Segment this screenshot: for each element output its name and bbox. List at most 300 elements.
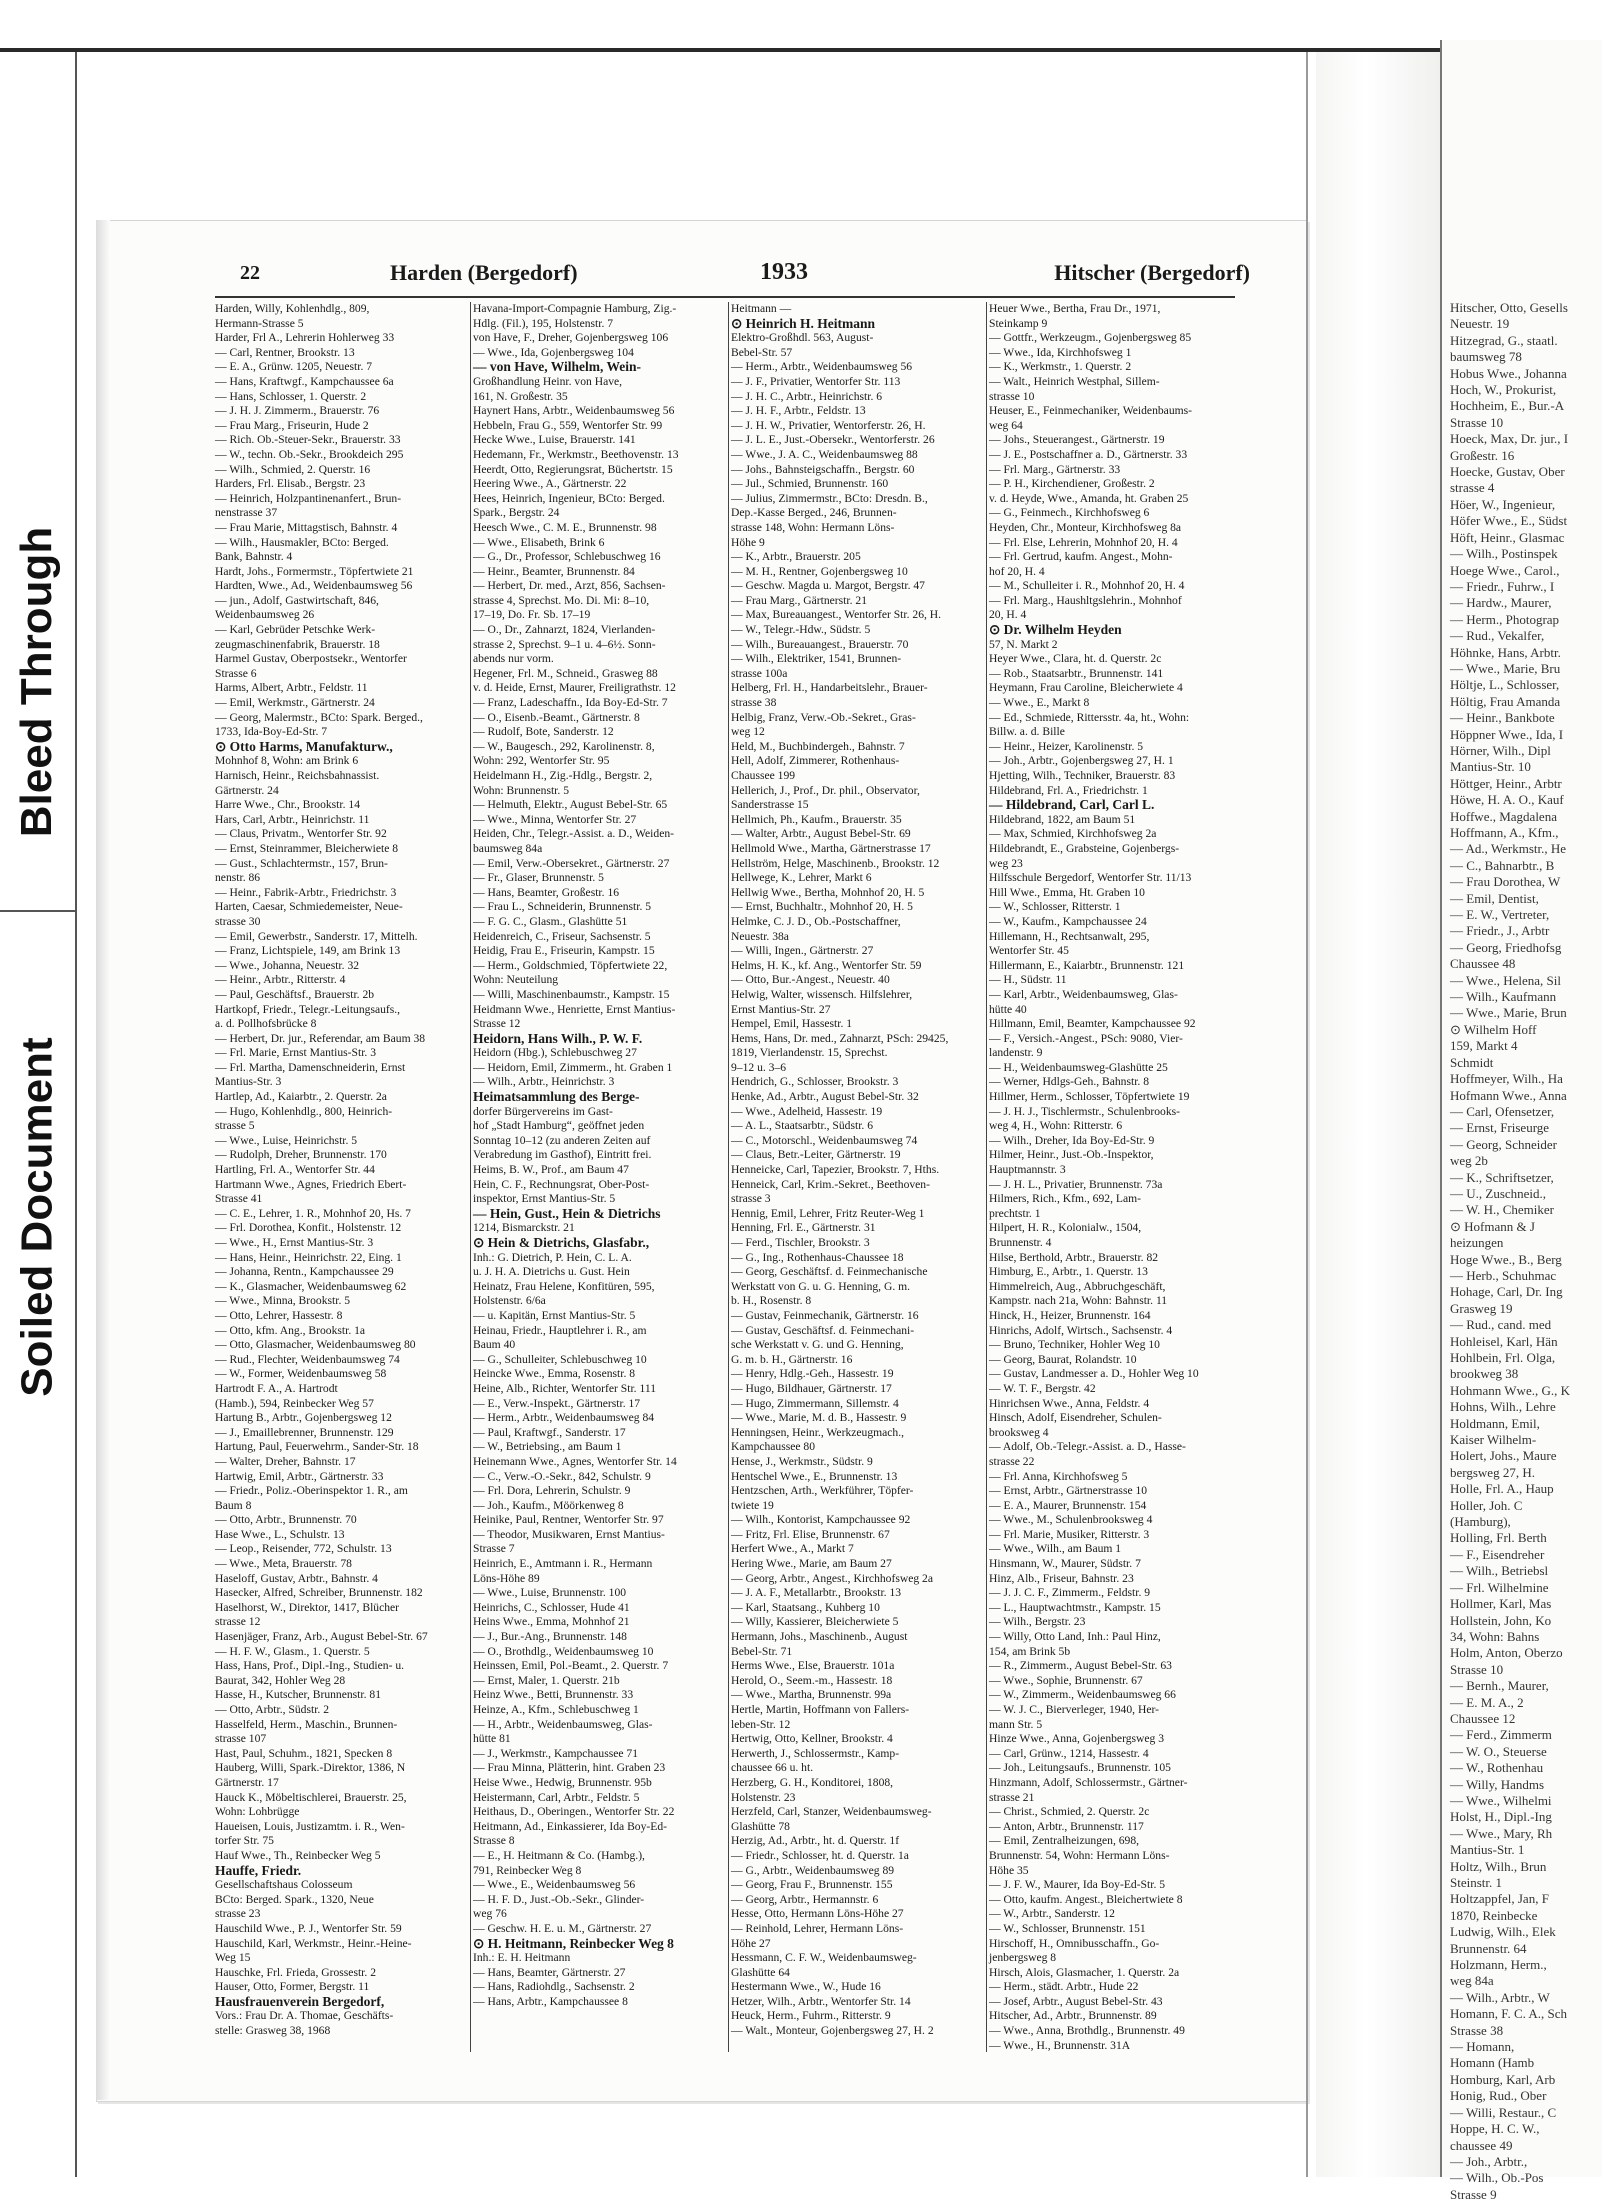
directory-entry: Chaussee 199 (731, 769, 796, 782)
directory-entry: strasse 3 (731, 1192, 771, 1206)
directory-entry: Hilfsschule Bergedorf, Wentorfer Str. 11/13 (989, 871, 1192, 885)
directory-entry: — Emil, Verw.-Obersekret., Gärtnerstr. 27 (473, 856, 670, 870)
directory-entry: Heidig, Frau E., Friseurin, Kampstr. 15 (473, 944, 655, 958)
directory-entry: — J., Emaillebrenner, Brunnenstr. 129 (215, 1425, 394, 1439)
directory-entry: Helberg, Frl. H., Handarbeitslehr., Brauer- (731, 681, 928, 695)
directory-entry: Hein, C. F., Rechnungsrat, Ober-Post- (473, 1177, 650, 1191)
directory-entry: Himmelreich, Aug., Abbruchgeschäft, (989, 1279, 1166, 1293)
directory-entry: Gärtnerstr. 24 (215, 783, 279, 797)
directory-entry: Harms, Albert, Arbtr., Feldstr. 11 (215, 681, 368, 695)
facing-page-entry: Hitzegrad, G., staatl. (1450, 332, 1558, 348)
directory-entry: Hinz, Alb., Friseur, Bahnstr. 23 (989, 1571, 1134, 1585)
directory-entry: — Ernst, Arbtr., Gärtnerstrasse 10 (989, 1484, 1148, 1498)
directory-entry: — Walter, Arbtr., August Bebel-Str. 69 (731, 827, 911, 841)
directory-entry: — Karl, Staatsang., Kuhberg 10 (731, 1600, 880, 1614)
directory-entry: — Otto, Glasmacher, Weidenbaumsweg 80 (215, 1338, 416, 1352)
directory-entry: — Frl. Marie, Ernst Mantius-Str. 3 (215, 1046, 377, 1060)
directory-entry: 161, N. Großestr. 35 (473, 389, 568, 403)
directory-entry: Harre Wwe., Chr., Brookstr. 14 (215, 798, 361, 812)
directory-entry: — W., Betriebsing., am Baum 1 (473, 1440, 622, 1454)
directory-entry: — Georg, Frau F., Brunnenstr. 155 (731, 1878, 893, 1892)
directory-entry: — Gust., Schlachtermstr., 157, Brun- (215, 856, 388, 870)
directory-entry: — E. A., Maurer, Brunnenstr. 154 (989, 1498, 1147, 1512)
directory-entry: — Frl. Marie, Musiker, Ritterstr. 3 (989, 1527, 1150, 1541)
directory-entry: — Johanna, Rentn., Kampchaussee 29 (215, 1265, 394, 1279)
directory-entry: Wohn: Brunnenstr. 5 (473, 783, 569, 797)
directory-entry: Hilse, Berthold, Arbtr., Brauerstr. 82 (989, 1250, 1159, 1264)
directory-entry: Heesch Wwe., C. M. E., Brunnenstr. 98 (473, 520, 657, 534)
directory-entry: — O., Dr., Zahnarzt, 1824, Vierlanden- (473, 623, 656, 637)
facing-page-entry: chaussee 49 (1450, 2137, 1513, 2153)
directory-entry: Hasselfeld, Herm., Maschin., Brunnen- (215, 1717, 398, 1731)
directory-entry: — Heinr., Fabrik-Arbtr., Friedrichstr. 3 (215, 885, 397, 899)
directory-entry: Hass, Hans, Prof., Dipl.-Ing., Studien- u. (215, 1659, 405, 1673)
directory-entry: hof „Stadt Hamburg“, geöffnet jeden (473, 1119, 645, 1133)
directory-entry: Hegener, Frl. M., Schneid., Grasweg 88 (473, 666, 658, 680)
directory-entry: leben-Str. 12 (731, 1717, 791, 1731)
directory-entry: — Walt., Monteur, Gojenbergsweg 27, H. 2 (731, 2024, 934, 2038)
directory-entry: — Anton, Arbtr., Brunnenstr. 117 (989, 1819, 1144, 1833)
directory-entry: — Wwe., Adelheid, Hassestr. 19 (731, 1104, 883, 1118)
directory-entry: — Willy, Otto Land, Inh.: Paul Hinz, (989, 1630, 1161, 1644)
directory-entry: — Heinr., Arbtr., Ritterstr. 4 (215, 973, 346, 987)
directory-entry: Hillemann, H., Rechtsanwalt, 295, (989, 929, 1150, 943)
directory-entry: Steinkamp 9 (989, 316, 1048, 330)
directory-entry: — P. H., Kirchendiener, Großestr. 2 (989, 477, 1155, 491)
facing-page-entry: Hoffwe., Magdalena (1450, 808, 1557, 824)
facing-page-entry: (Hamburg), (1450, 1514, 1511, 1530)
directory-entry: — Frau L., Schneiderin, Brunnenstr. 5 (473, 900, 652, 914)
directory-entry: — Frl. Marg., Gärtnerstr. 33 (989, 462, 1121, 476)
facing-page-entry: — Wilh., Arbtr., W (1450, 1989, 1550, 2005)
directory-entry: — Wwe., E., Markt 8 (989, 696, 1090, 710)
directory-entry: — Hans, Schlosser, 1. Querstr. 2 (215, 389, 367, 403)
directory-entry: Heincke Wwe., Emma, Rosenstr. 8 (473, 1367, 636, 1381)
directory-entry: Baum 8 (215, 1498, 252, 1512)
directory-entry: Hetzer, Wilh., Arbtr., Wentorfer Str. 14 (731, 1994, 911, 2008)
directory-entry: — Hans, Heinr., Heinrichstr. 22, Eing. 1 (215, 1250, 402, 1264)
directory-entry: Heering Wwe., A., Gärtnerstr. 22 (473, 477, 627, 491)
facing-page-entry: Hitscher, Otto, Gesells (1450, 300, 1568, 315)
facing-page-entry: Strasse 10 (1450, 1661, 1504, 1677)
directory-entry: Vors.: Frau Dr. A. Thomae, Geschäfts- (215, 2009, 394, 2023)
directory-entry: zeugmaschinenfabrik, Brauerstr. 18 (215, 637, 380, 651)
directory-entry: — K., Glasmacher, Weidenbaumsweg 62 (215, 1279, 407, 1293)
directory-entry: — Emil, Werkmstr., Gärtnerstr. 24 (215, 696, 375, 710)
directory-entry: — M. H., Rentner, Gojenbergsweg 10 (731, 564, 908, 578)
facing-page-text (1450, 300, 1610, 2203)
facing-page-entry: Brunnenstr. 64 (1450, 1940, 1527, 1956)
directory-entry: Hecke Wwe., Luise, Brauerstr. 141 (473, 433, 636, 447)
directory-entry: — R., Zimmerm., August Bebel-Str. 63 (989, 1659, 1172, 1673)
directory-entry: Herwerth, J., Schlossermstr., Kamp- (731, 1746, 900, 1760)
directory-entry: Hartwig, Emil, Arbtr., Gärtnerstr. 33 (215, 1469, 384, 1483)
directory-entry: — Otto, kaufm. Angest., Bleichertwiete 8 (989, 1892, 1183, 1906)
directory-entry: — Wwe., H., Ernst Mantius-Str. 3 (215, 1236, 374, 1249)
facing-page-entry: Hoffmann, A., Kfm., (1450, 825, 1559, 840)
directory-entry: — Wilh., Schmied, 2. Querstr. 16 (215, 462, 371, 476)
directory-entry: jenbergsweg 8 (989, 1951, 1057, 1965)
directory-entry: Strasse 41 (215, 1192, 263, 1206)
directory-entry: — E., Verw.-Inspekt., Gärtnerstr. 17 (473, 1396, 641, 1410)
directory-entry: Großhandlung Heinr. von Have, (473, 374, 623, 388)
facing-page-entry: Hoge Wwe., B., Berg (1450, 1251, 1562, 1267)
facing-page-entry: — Ernst, Friseurge (1450, 1120, 1550, 1136)
directory-entry: Dep.-Kasse Berged., 246, Brunnen- (731, 506, 897, 520)
directory-entry: Heuer Wwe., Bertha, Frau Dr., 1971, (989, 302, 1161, 315)
directory-entry: — W., Zimmerm., Weidenbaumsweg 66 (989, 1688, 1176, 1702)
directory-entry: — Wwe., Minna, Brookstr. 5 (215, 1294, 351, 1308)
directory-entry: Helwig, Walter, wissensch. Hilfslehrer, (731, 987, 913, 1001)
facing-page-entry: Grasweg 19 (1450, 1300, 1513, 1316)
directory-entry: Mohnhof 8, Wohn: am Brink 6 (215, 754, 359, 768)
facing-page-entry: Hoecke, Gustav, Ober (1450, 464, 1565, 480)
directory-entry: — Heinr., Heizer, Karolinenstr. 5 (989, 739, 1144, 753)
directory-entry: — J. H. C., Arbtr., Heinrichstr. 6 (731, 389, 883, 403)
directory-entry: Haselhorst, W., Direktor, 1417, Blücher (215, 1600, 400, 1614)
directory-entry: — Julius, Zimmermstr., BCto: Dresdn. B., (731, 491, 928, 505)
facing-page-entry: Holst, H., Dipl.-Ing (1450, 1809, 1552, 1825)
directory-entry: — Friedr., Schlosser, ht. d. Querstr. 1a (731, 1848, 909, 1862)
directory-entry: 1733, Ida-Boy-Ed-Str. 7 (215, 725, 328, 739)
directory-entry: Herzberg, G. H., Konditorei, 1808, (731, 1775, 894, 1789)
directory-entry: Heidenreich, C., Friseur, Sachsenstr. 5 (473, 929, 651, 943)
directory-entry: — Fritz, Frl. Elise, Brunnenstr. 67 (731, 1527, 890, 1541)
directory-entry: — Willi, Ingen., Gärtnerstr. 27 (731, 944, 874, 958)
directory-entry: Strasse 7 (473, 1542, 515, 1556)
directory-entry: weg 23 (989, 856, 1023, 870)
directory-entry: — Wwe., Ida, Gojenbergsweg 104 (473, 345, 634, 359)
directory-entry: — Wwe., Wilh., am Baum 1 (989, 1542, 1122, 1556)
directory-entry: — Hugo, Kohlenhdlg., 800, Heinrich- (215, 1104, 393, 1118)
directory-entry: Hellerich, J., Prof., Dr. phil., Observator, (731, 783, 920, 797)
facing-page-entry: Höltje, L., Schlosser, (1450, 677, 1560, 693)
directory-entry: — Otto, Arbtr., Südstr. 2 (215, 1703, 330, 1716)
facing-page-entry: — Friedr., Fuhrw., I (1450, 578, 1555, 594)
directory-entry: — Walt., Heinrich Westphal, Sillem- (989, 374, 1160, 388)
directory-entry: brooksweg 4 (989, 1425, 1049, 1439)
directory-entry: Henningsen, Heinr., Werkzeugmach., (731, 1425, 905, 1439)
facing-page-entry: strasse 4 (1450, 480, 1495, 496)
directory-entry: — Georg, Geschäftsf. d. Feinmechanische (731, 1265, 928, 1279)
directory-entry: — Hans, Beamter, Gärtnerstr. 27 (473, 1965, 626, 1979)
directory-entry: — C., Verw.-O.-Sekr., 842, Schulstr. 9 (473, 1469, 651, 1483)
right-running-title: Hitscher (Bergedorf) (1054, 260, 1250, 285)
directory-entry: 154, am Brink 5b (989, 1644, 1071, 1658)
directory-entry: — G., Feinmech., Kirchhofsweg 6 (989, 506, 1150, 520)
directory-entry: torfer Str. 75 (215, 1834, 274, 1848)
directory-entry: strasse 10 (989, 389, 1035, 403)
directory-entry: Hinze Wwe., Anna, Gojenbergsweg 3 (989, 1732, 1165, 1746)
directory-entry: strasse 12 (215, 1615, 261, 1629)
facing-page-entry: Hohlbein, Frl. Olga, (1450, 1350, 1556, 1365)
directory-entry: — von Have, Wilhelm, Wein- (473, 359, 642, 375)
directory-entry: Heins Wwe., Emma, Mohnhof 21 (473, 1615, 630, 1629)
facing-page-entry: — Joh., Arbtr., (1450, 2153, 1528, 2169)
directory-entry: Heinau, Friedr., Hauptlehrer i. R., am (473, 1323, 647, 1337)
directory-entry: — Wwe., M., Schulenbrooksweg 4 (989, 1513, 1153, 1527)
directory-entry: Strasse 8 (473, 1834, 515, 1848)
directory-entry: weg 76 (473, 1907, 507, 1921)
directory-entry: Henke, Ad., Arbtr., August Bebel-Str. 32 (731, 1090, 919, 1104)
directory-entry: strasse 2, Sprechst. 9–1 u. 4–6½. Sonn- (473, 637, 656, 651)
facing-page-entry: — Friedr., J., Arbtr (1450, 923, 1550, 939)
directory-entry: Haynert Hans, Arbtr., Weidenbaumsweg 56 (473, 404, 675, 418)
directory-entry: v. d. Heyde, Wwe., Amanda, ht. Graben 25 (989, 491, 1189, 505)
directory-entry: — Geschw. H. E. u. M., Gärtnerstr. 27 (473, 1921, 652, 1935)
directory-entry: Höhe 9 (731, 535, 765, 549)
directory-entry: — Wwe., H., Brunnenstr. 31A (989, 2038, 1131, 2052)
directory-entry: Hebbeln, Frau G., 559, Wentorfer Str. 99 (473, 418, 663, 432)
directory-entry: Hilmers, Rich., Kfm., 692, Lam- (989, 1192, 1141, 1206)
directory-entry: — G., Ing., Rothenhaus-Chaussee 18 (731, 1250, 904, 1264)
directory-entry: Hasse, H., Kutscher, Brunnenstr. 81 (215, 1688, 382, 1702)
directory-entry: 57, N. Markt 2 (989, 637, 1058, 651)
facing-page-entry: — Wwe., Mary, Rh (1450, 1825, 1553, 1841)
directory-entry: strasse 22 (989, 1454, 1035, 1468)
directory-entry: Werkstatt von G. u. G. Henning, G. m. (731, 1279, 911, 1293)
directory-entry: — Wwe., Minna, Wentorfer Str. 27 (473, 812, 637, 826)
directory-entry: Hartling, Frl. A., Wentorfer Str. 44 (215, 1163, 375, 1177)
directory-entry: Heimatsammlung des Berge- (473, 1089, 640, 1105)
bleed-through-tag (0, 432, 75, 932)
facing-page-entry: — Willy, Handms (1450, 1776, 1545, 1792)
directory-entry: — Willy, Kassierer, Bleicherwiete 5 (731, 1615, 899, 1629)
soiled-document-label: Soiled Document (12, 1037, 62, 1397)
facing-page-entry: — F., Eisendreher (1450, 1546, 1545, 1562)
directory-entry: Hauser, Otto, Former, Bergstr. 11 (215, 1980, 370, 1994)
directory-entry: Hinck, H., Heizer, Brunnenstr. 164 (989, 1308, 1151, 1322)
directory-entry: Heymann, Frau Caroline, Bleicherwiete 4 (989, 681, 1183, 695)
facing-page-entry: — Wilh., Postinspek (1450, 546, 1558, 562)
facing-page-entry: Neuestr. 19 (1450, 316, 1510, 332)
directory-entry: — J. A. F., Metallarbtr., Brookstr. 13 (731, 1586, 902, 1600)
facing-page-entry: — W. H., Chemiker (1450, 1202, 1554, 1218)
directory-entry: — W., Telegr.-Hdw., Südstr. 5 (731, 623, 871, 637)
directory-entry: Hartkopf, Friedr., Telegr.-Leitungsaufs., (215, 1002, 401, 1016)
directory-entry: — Hans, Beamter, Großestr. 16 (473, 885, 620, 899)
directory-entry: — W., Kaufm., Kampchaussee 24 (989, 914, 1147, 928)
directory-entry: Hauck K., Möbeltischlerei, Brauerstr. 25, (215, 1790, 407, 1804)
directory-entry: Harden, Willy, Kohlenhdlg., 809, (215, 302, 370, 315)
directory-entry: — Ernst, Maler, 1. Querstr. 21b (473, 1673, 620, 1687)
directory-entry: Wohn: Lohbrügge (215, 1805, 300, 1819)
facing-page-entry: bergsweg 27, H. (1450, 1464, 1535, 1480)
directory-entry: — J. F. W., Maurer, Ida Boy-Ed-Str. 5 (989, 1878, 1166, 1892)
directory-entry: Heitmann, Ad., Einkassierer, Ida Boy-Ed- (473, 1819, 668, 1833)
page-header (240, 259, 1250, 292)
facing-page-entry: Schmidt (1450, 1054, 1494, 1070)
directory-entry: Hars, Carl, Arbtr., Heinrichstr. 11 (215, 812, 370, 826)
directory-entry: nenstrasse 37 (215, 506, 278, 520)
directory-entry: — W., Former, Weidenbaumsweg 58 (215, 1367, 387, 1381)
facing-page-entry: Holtzappfel, Jan, F (1450, 1891, 1549, 1907)
directory-entry: Haueisen, Louis, Justizamtm. i. R., Wen- (215, 1819, 405, 1833)
directory-entry: — Rud., Flechter, Weidenbaumsweg 74 (215, 1352, 400, 1366)
facing-page-entry: Holtz, Wilh., Brun (1450, 1858, 1547, 1874)
facing-page-entry: Hoeck, Max, Dr. jur., I (1450, 431, 1569, 447)
directory-entry: Heinrich, E., Amtmann i. R., Hermann (473, 1557, 653, 1571)
directory-entry: weg 4, H., Wohn: Ritterstr. 6 (989, 1119, 1123, 1133)
directory-entry: Heuser, E., Feinmechaniker, Weidenbaums- (989, 404, 1193, 418)
facing-page-entry: — Frau Dorothea, W (1450, 874, 1561, 890)
directory-entry: — F. G. C., Glasm., Glashütte 51 (473, 914, 628, 928)
directory-entry: Baurat, 342, Hohler Weg 28 (215, 1673, 346, 1687)
directory-entry: Herzig, Ad., Arbtr., ht. d. Querstr. 1f (731, 1834, 900, 1848)
directory-entry: — Frl. Else, Lehrerin, Mohnhof 20, H. 4 (989, 535, 1178, 549)
directory-entry: Höhe 35 (989, 1863, 1029, 1877)
directory-entry: — u. Kapitän, Ernst Mantius-Str. 5 (473, 1308, 636, 1322)
directory-entry: — Otto, Bur.-Angest., Neuestr. 40 (731, 973, 890, 987)
facing-page-entry: Strasse 9 (1450, 2186, 1497, 2202)
facing-page-entry: Holler, Joh. C (1450, 1497, 1523, 1513)
directory-entry: Löns-Höhe 89 (473, 1571, 540, 1585)
directory-entry: abends nur vorm. (473, 652, 554, 666)
directory-entry: Havana-Import-Compagnie Hamburg, Zig.- (473, 302, 677, 315)
directory-entry: ⊙ H. Heitmann, Reinbecker Weg 8 (473, 1935, 674, 1951)
directory-entry: — Rudolf, Bote, Sanderstr. 12 (473, 725, 614, 739)
directory-entry: — Frau Minna, Plätterin, hint. Graben 23 (473, 1761, 666, 1775)
directory-entry: Hartung B., Arbtr., Gojenbergsweg 12 (215, 1411, 392, 1425)
directory-entry: — Wwe., E., Weidenbaumsweg 56 (473, 1878, 636, 1892)
directory-entry: von Have, F., Dreher, Gojenbergsweg 106 (473, 331, 669, 345)
directory-entry: 791, Reinbecker Weg 8 (473, 1863, 582, 1877)
directory-entry: Henneicke, Carl, Tapezier, Brookstr. 7, Hths. (731, 1163, 940, 1177)
directory-entry: Mantius-Str. 3 (215, 1075, 282, 1089)
directory-entry: Hilmer, Heinr., Just.-Ob.-Inspektor, (989, 1148, 1154, 1162)
facing-page-entry: Strasse 10 (1450, 414, 1504, 430)
directory-entry: strasse 107 (215, 1732, 267, 1746)
directory-entry: — Rudolph, Dreher, Brunnenstr. 170 (215, 1148, 387, 1162)
directory-entry: — W., Schlosser, Brunnenstr. 151 (989, 1921, 1146, 1935)
directory-entry: — Rich. Ob.-Steuer-Sekr., Brauerstr. 33 (215, 433, 401, 447)
directory-entry: Hesse, Otto, Hermann Löns-Höhe 27 (731, 1907, 904, 1921)
directory-entry: Heuck, Herm., Fuhrm., Ritterstr. 9 (731, 2009, 891, 2023)
directory-entry: b. H., Rosenstr. 8 (731, 1294, 812, 1308)
facing-page-entry: — W., Rothenhau (1450, 1760, 1544, 1776)
directory-entry: Baum 40 (473, 1338, 516, 1352)
directory-entry: — Joh., Arbtr., Gojenbergsweg 27, H. 1 (989, 754, 1174, 768)
directory-entry: — Frau Marg., Friseurin, Hude 2 (215, 418, 369, 432)
facing-page-entry: Holle, Frl. A., Haup (1450, 1481, 1554, 1497)
facing-page-entry: Chaussee 48 (1450, 956, 1516, 972)
directory-entry: — Wilh., Bureauangest., Brauerstr. 70 (731, 637, 909, 651)
directory-entry: Hasecker, Alfred, Schreiber, Brunnenstr. 182 (215, 1586, 423, 1600)
directory-entry: — Hans, Radiohdlg., Sachsenstr. 2 (473, 1980, 635, 1994)
directory-entry: Hinsmann, W., Maurer, Südstr. 7 (989, 1557, 1141, 1571)
directory-entry: Hauptmannstr. 3 (989, 1163, 1066, 1177)
facing-page-entry: Chaussee 12 (1450, 1710, 1516, 1726)
directory-entry: strasse 4, Sprechst. Mo. Di. Mi: 8–10, (473, 593, 650, 607)
facing-page-fragment (1440, 40, 1602, 2202)
facing-page-entry: — E. W., Vertreter, (1450, 907, 1550, 923)
directory-entry: Hellmich, Ph., Kaufm., Brauerstr. 35 (731, 812, 902, 826)
directory-entry: Hildebrand, Frl. A., Friedrichstr. 1 (989, 783, 1148, 797)
directory-entry: nenstr. 86 (215, 871, 261, 885)
directory-entry: Hempel, Emil, Hassestr. 1 (731, 1017, 853, 1031)
facing-page-entry: 1870, Reinbecke (1450, 1907, 1538, 1923)
directory-entry: Held, M., Buchbindergeh., Bahnstr. 7 (731, 739, 905, 753)
facing-page-entry: — Wwe., Helena, Sil (1450, 972, 1561, 988)
facing-page-entry: — Homann, (1450, 2039, 1515, 2055)
directory-entry: — Wilh., Bergstr. 23 (989, 1615, 1086, 1629)
directory-entry: — Christ., Schmied, 2. Querstr. 2c (989, 1805, 1150, 1819)
directory-entry: — Georg, Malermstr., BCto: Spark. Berged., (215, 710, 423, 724)
facing-page-entry: Hofmann Wwe., Anna (1450, 1087, 1567, 1103)
directory-entry: — W., Baugesch., 292, Karolinenstr. 8, (473, 739, 655, 753)
directory-entry: — Henry, Hdlg.-Geh., Hassestr. 19 (731, 1367, 894, 1381)
directory-entry: — Hildebrand, Carl, Carl L. (989, 797, 1155, 813)
facing-page-entry: Hollstein, John, Ko (1450, 1612, 1552, 1628)
directory-entry: hütte 40 (989, 1002, 1027, 1016)
directory-entry: Inh.: G. Dietrich, P. Hein, C. L. A. (473, 1250, 632, 1264)
directory-entry: — G., Dr., Professor, Schlebuschweg 16 (473, 550, 661, 564)
facing-page-entry: Homann (Hamb (1450, 2055, 1535, 2071)
directory-entry: — Jul., Schmied, Brunnenstr. 160 (731, 477, 889, 491)
directory-entry: — Theodor, Musikwaren, Ernst Mantius- (473, 1527, 665, 1541)
directory-entry: Inh.: E. H. Heitmann (473, 1951, 571, 1965)
directory-entry: Brunnenstr. 4 (989, 1236, 1052, 1249)
directory-entry: — A. L., Staatsarbtr., Südstr. 6 (731, 1119, 874, 1133)
directory-entry: Heidmann Wwe., Henriette, Ernst Mantius- (473, 1002, 676, 1016)
facing-page-entry: — Carl, Ofensetzer, (1450, 1103, 1555, 1119)
directory-entry: inspektor, Ernst Mantius-Str. 5 (473, 1192, 616, 1206)
directory-entry: Hedemann, Fr., Werkmstr., Beethovenstr. 13 (473, 447, 679, 461)
directory-entry: — Herm., Goldschmied, Töpfertwiete 22, (473, 958, 668, 972)
directory-entry: — J. H. J., Tischlermstr., Schulenbrooks- (989, 1104, 1180, 1118)
facing-page-entry: baumsweg 78 (1450, 349, 1522, 365)
facing-page-entry: — Hardw., Maurer, (1450, 595, 1552, 611)
directory-entry: weg 64 (989, 418, 1023, 432)
directory-entry: Harder, Frl A., Lehrerin Hohlerweg 33 (215, 331, 395, 345)
directory-entry: Harten, Caesar, Schmiedemeister, Neue- (215, 900, 403, 914)
directory-entry: — Ed., Schmiede, Rittersstr. 4a, ht., Wohn: (989, 710, 1190, 724)
directory-entry: — Frl. Martha, Damenschneiderin, Ernst (215, 1060, 406, 1074)
directory-entry: Hellström, Helge, Maschinenb., Brookstr. 12 (731, 856, 940, 870)
directory-entry: hütte 81 (473, 1732, 511, 1746)
directory-entry: — Wwe., Martha, Brunnenstr. 99a (731, 1688, 892, 1702)
directory-entry: — Adolf, Ob.-Telegr.-Assist. a. D., Hasse- (989, 1440, 1186, 1454)
directory-entry: Hartlep, Ad., Kaiarbtr., 2. Querstr. 2a (215, 1090, 387, 1104)
directory-entry: — Wwe., Meta, Brauerstr. 78 (215, 1557, 352, 1571)
facing-page-entry: 159, Markt 4 (1450, 1038, 1518, 1054)
facing-page-entry: brookweg 38 (1450, 1366, 1519, 1382)
directory-entry: Hinrichsen Wwe., Anna, Feldstr. 4 (989, 1396, 1150, 1410)
directory-entry: — Johs., Bahnsteigschaffn., Bergstr. 60 (731, 462, 915, 476)
facing-page-entry: Hohage, Carl, Dr. Ing (1450, 1284, 1563, 1300)
facing-page-entry: — Frl. Wilhelmine (1450, 1579, 1549, 1595)
directory-entry: Hinrichs, Adolf, Wirtsch., Sachsenstr. 4 (989, 1323, 1173, 1337)
directory-entry: Heims, B. W., Prof., am Baum 47 (473, 1163, 629, 1177)
directory-entry: — Wwe., Sophie, Brunnenstr. 67 (989, 1673, 1143, 1687)
directory-entry: Heyer Wwe., Clara, ht. d. Querstr. 2c (989, 652, 1162, 666)
directory-entry: — Gottfr., Werkzeugm., Gojenbergsweg 85 (989, 331, 1192, 345)
directory-columns (215, 302, 1245, 2062)
facing-page-entry: Mantius-Str. 1 (1450, 1842, 1525, 1858)
directory-entry: — Georg, Arbtr., Angest., Kirchhofsweg 2a (731, 1571, 934, 1585)
directory-entry: Heiden, Chr., Telegr.-Assist. a. D., Weiden- (473, 827, 675, 841)
directory-entry: Hering Wwe., Marie, am Baum 27 (731, 1557, 892, 1571)
directory-entry: — H. F. W., Glasm., 1. Querstr. 5 (215, 1644, 370, 1658)
facing-page-entry: Höft, Heinr., Glasmac (1450, 529, 1565, 545)
directory-entry: — Werner, Hdlgs-Geh., Bahnstr. 8 (989, 1075, 1150, 1089)
directory-entry: Hentschel Wwe., E., Brunnenstr. 13 (731, 1469, 898, 1483)
directory-entry: — H., Weidenbaumsweg-Glashütte 25 (989, 1060, 1168, 1074)
directory-entry: — Ferd., Tischler, Brookstr. 3 (731, 1236, 870, 1249)
directory-entry: — Hugo, Zimmermann, Sillemstr. 4 (731, 1396, 899, 1410)
facing-page-entry: — Georg, Friedhofsg (1450, 939, 1562, 955)
facing-page-entry: Hobus Wwe., Johanna (1450, 365, 1567, 381)
